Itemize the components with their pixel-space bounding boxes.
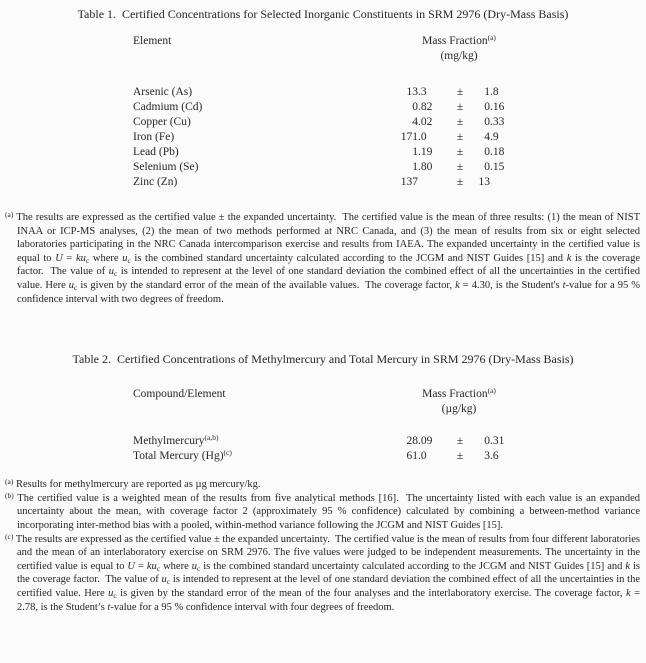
row-value: 13 [406,86,418,98]
row-label: Total Mercury $(Hg)^{(c)}$ [133,448,232,463]
row-value: 4 [412,116,418,128]
table2-label-column-header: Compound/Element [133,388,226,401]
row-uncertainty-fraction: .33 [490,116,505,128]
row-value-fraction [418,175,446,190]
row-value-fraction: .80 [418,161,433,173]
row-value: 0 [412,101,418,113]
row-uncertainty: 13 [478,176,490,188]
footnote [5,478,640,492]
row-uncertainty-fraction: .15 [490,161,505,173]
row-value: 1 [412,161,418,173]
footnote-text: Results for methylmercury are reported as µg mercury/kg. [15,479,261,491]
table2-footnotes [5,478,640,614]
footnote-marker: (c) [5,531,14,541]
row-label: Copper (Cu) [133,116,191,128]
footnote-text: The results are expressed as the certified value ± the expanded uncertainty. The certified value is the mean of results from four different laboratories and the mean of an interlaboratory exercise on SRM 2976. The five values were judged to be independent measurements. The uncertainty in the certified value is equal to $U = ku_c$ where $u_c$ is the combined standard uncertainty calculated according to the JCGM and NIST Guides [15] and k is the coverage factor. The value of $u_c$ is intended to represent at the level of one standard deviation the combined effect of all the uncertainties in the certified value. Here $u_c$ is given by the standard error of the mean of the four analyses and the interlaboratory exercise. The coverage factor, k = 2.78, is the Student’s t-value for a 95 % confidence interval with four degrees of freedom. [15,533,641,613]
table2-section [0,352,646,614]
footnote-marker: (a) [5,477,14,487]
plus-minus-sign: ± [456,435,464,448]
footnote-text: The results are expressed as the certified value ± the expanded uncertainty. The certified value is the mean of three results: (1) the mean of NIST INAA or ICP-MS analyses, (2) the mean of two methods performed at NRC Canada, and (3) the mean of results from six or eight selected laboratories participating in the NRC Canada intercomparison exercise and results from IAEA. The expanded uncertainty in the certified value is equal to $U = ku_c$ where $u_c$ is the combined standard uncertainty calculated according to the JCGM and NIST Guides [15] and k is the coverage factor. The value of $u_c$ is intended to represent at the level of one standard deviation the combined effect of all the uncertainties in the certified value. Here $u_c$ is given by the standard error of the mean of the available values. The coverage factor, k = 4.30, is the Student's t-value for a 95 % confidence interval with two degrees of freedom. [16,212,640,305]
table2-value-header-line [388,387,530,402]
row-label: Zinc (Zn) [133,176,178,188]
row-label: Lead (Pb) [133,146,179,158]
row-value-fraction: .02 [418,116,433,128]
table2-value-header-text: Mass Fraction [422,388,488,401]
row-uncertainty-fraction: .31 [490,435,505,448]
table1-value-column-header [388,34,530,64]
row-value-fraction: .09 [418,435,433,448]
table-row [133,175,646,190]
plus-minus-sign: ± [456,146,464,158]
row-label: Arsenic (As) [133,86,193,98]
row-uncertainty: 0 [484,146,490,158]
row-value: 61 [406,450,418,463]
row-label: Iron (Fe) [133,131,175,143]
row-value: 1 [412,146,418,158]
table1-unit: (mg/kg) [440,50,478,62]
row-label-note: (c) [223,448,232,458]
row-value-fraction: .0 [418,450,427,463]
plus-minus-sign: ± [456,176,464,188]
table2-title: Table 2. Certified Concentrations of Methylmercury and Total Mercury in SRM 2976 (Dry-Mass Basis) [72,352,574,367]
table2-header-row [133,387,646,417]
plus-minus-sign: ± [456,161,464,173]
row-value: 171 [400,131,418,143]
table2-value-column-header [388,387,530,417]
table1-value-header-line [388,34,530,49]
row-uncertainty-fraction: .8 [490,86,499,98]
row-uncertainty-fraction: .16 [490,101,505,113]
footnote-marker: (b) [5,490,14,500]
row-label-note: (a,b) [204,433,219,443]
table-row [133,115,646,130]
plus-minus-sign: ± [456,131,464,143]
table-row [133,145,646,160]
row-value-fraction: .19 [418,146,433,158]
row-uncertainty: 4 [484,131,490,143]
footnote-text: The certified value is a weighted mean of the results from five analytical methods [16]. The uncertainty listed with each value is an expanded uncertainty about the mean, with coverage factor 2 (approximately 95 % confidence) calculated by combining a between-method variance incorporating inter-method bias with a pooled, within-method variance following the JCGM and NIST Guides [15]. [17,492,640,531]
table1-label-column-header: Element [133,35,172,47]
table2-rows [133,434,646,464]
table1-rows [133,85,646,190]
table2-unit: (µg/kg) [441,403,477,416]
row-uncertainty-fraction [490,175,530,190]
row-uncertainty: 0 [484,161,490,173]
plus-minus-sign: ± [456,86,464,98]
row-uncertainty-fraction: .9 [490,131,499,143]
table-row [133,85,646,100]
table1-value-header-note: (a) [487,33,496,42]
table-row [133,434,646,449]
row-value: 28 [406,435,418,448]
row-uncertainty: 3 [484,450,490,463]
plus-minus-sign: ± [456,450,464,463]
plus-minus-sign: ± [456,101,464,113]
row-value-fraction: .3 [418,86,427,98]
footnote [5,211,640,306]
row-label: Selenium (Se) [133,161,199,173]
table2 [133,387,646,464]
row-value-fraction: .0 [418,131,427,143]
row-uncertainty: 0 [484,435,490,448]
table1-title: Table 1. Certified Concentrations for Selected Inorganic Constituents in SRM 2976 (Dry-Mass Basis) [77,7,569,21]
row-value: 137 [400,176,418,188]
table-row [133,100,646,115]
footnote [5,533,640,615]
row-uncertainty-fraction: .6 [490,450,499,463]
table2-value-header-note: (a) [487,386,496,396]
plus-minus-sign: ± [456,116,464,128]
row-label: Methylmercury$^{(a,b)}$ [133,433,219,448]
row-value-fraction: .82 [418,101,433,113]
table1 [133,34,646,190]
row-uncertainty-fraction: .18 [490,146,505,158]
row-uncertainty: 0 [484,101,490,113]
footnote-marker: (a) [5,210,14,219]
table-row [133,130,646,145]
table-row [133,160,646,175]
footnote [5,492,640,533]
row-uncertainty: 1 [484,86,490,98]
table1-section [0,0,646,306]
row-label: Cadmium (Cd) [133,101,203,113]
table1-value-header-text: Mass Fraction [422,35,488,47]
table1-header-row [133,34,646,64]
table-row [133,449,646,464]
row-uncertainty: 0 [484,116,490,128]
table1-footnotes [5,211,640,306]
